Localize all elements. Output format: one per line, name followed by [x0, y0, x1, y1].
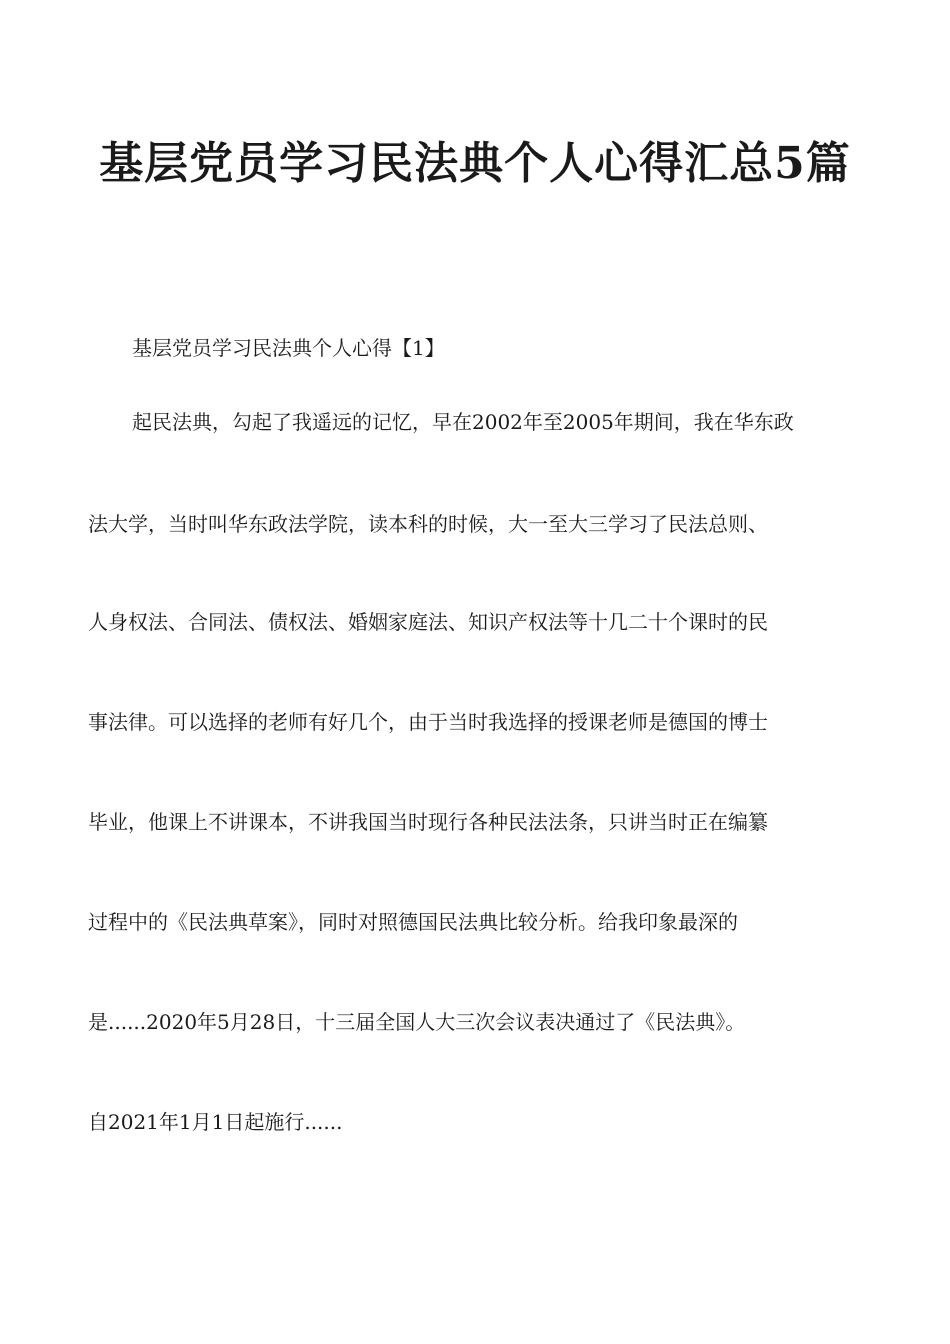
body-line: 人身权法、合同法、债权法、婚姻家庭法、知识产权法等十几二十个课时的民	[88, 610, 768, 634]
body-line: 过程中的《民法典草案》，同时对照德国民法典比较分析。给我印象最深的	[88, 910, 738, 934]
body-line: 法大学，当时叫华东政法学院，读本科的时候，大一至大三学习了民法总则、	[88, 512, 768, 536]
body-line: 毕业，他课上不讲课本，不讲我国当时现行各种民法法条，只讲当时正在编纂	[88, 810, 768, 834]
document-title: 基层党员学习民法典个人心得汇总5篇	[99, 138, 851, 189]
body-line: 是......2020年5月28日，十三届全国人大三次会议表决通过了《民法典》。	[88, 1010, 746, 1034]
body-line: 起民法典，勾起了我遥远的记忆，早在2002年至2005年期间，我在华东政	[132, 410, 794, 434]
section-heading: 基层党员学习民法典个人心得【1】	[132, 336, 445, 360]
body-line: 自2021年1月1日起施行......	[88, 1110, 343, 1134]
body-line: 事法律。可以选择的老师有好几个，由于当时我选择的授课老师是德国的博士	[88, 710, 768, 734]
